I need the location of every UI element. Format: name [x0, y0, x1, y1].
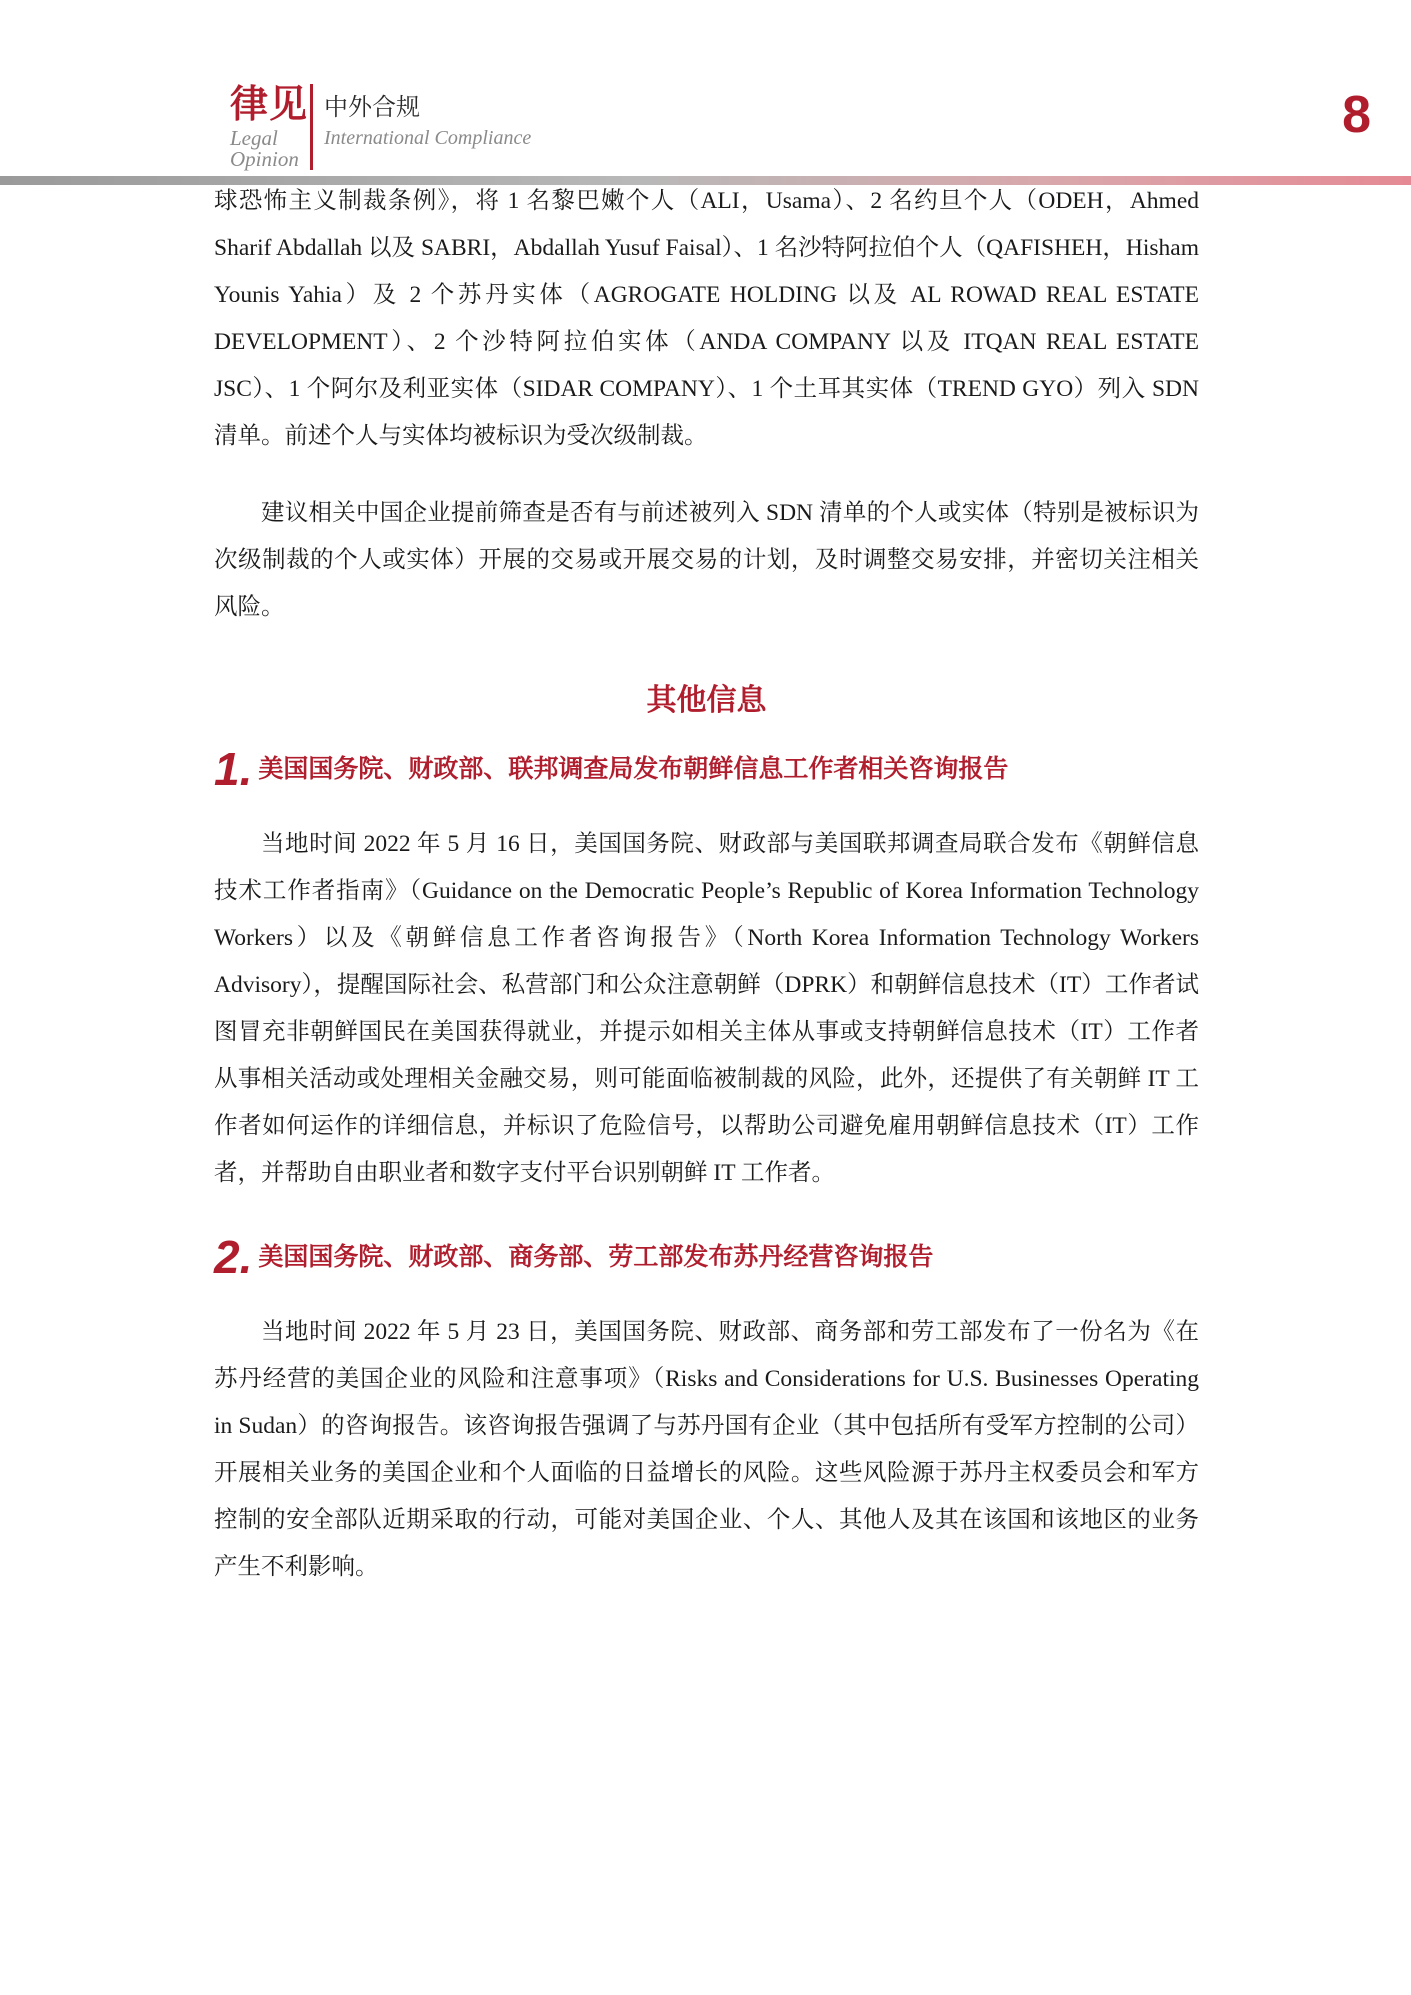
- logo-chinese-subtitle: 中外合规: [324, 93, 420, 121]
- logo-divider: [310, 84, 313, 170]
- logo: [230, 81, 532, 174]
- item-body-1: 当地时间 2022 年 5 月 16 日，美国国务院、财政部与美国联邦调查局联合发布《朝鲜信息技术工作者指南》（Guidance on the Democratic People’s Republic of Korea Information Technology Workers）以及《朝鲜信息工作者咨询报告》（North Korea Information Technology Workers Advisory），提醒国际社会、私营部门和公众注意朝鲜（DPRK）和朝鲜信息技术（IT）工作者试图冒充非朝鲜国民在美国获得就业，并提示如相关主体从事或支持朝鲜信息技术（IT）工作者从事相关活动或处理相关金融交易，则可能面临被制裁的风险，此外，还提供了有关朝鲜 IT 工作者如何运作的详细信息，并标识了危险信号，以帮助公司避免雇用朝鲜信息技术（IT）工作者，并帮助自由职业者和数字支付平台识别朝鲜 IT 工作者。: [214, 831, 1199, 1186]
- logo-english-name: Legal Opinion: [230, 126, 299, 171]
- page-number: 8: [1342, 86, 1371, 144]
- item-number-1: 1.: [214, 743, 253, 795]
- item-heading-1: [214, 739, 1199, 799]
- section-title: 其他信息: [646, 683, 767, 718]
- item-heading-2: [214, 1227, 1199, 1287]
- item-title-1: 美国国务院、财政部、联邦调查局发布朝鲜信息工作者相关咨询报告: [258, 754, 1009, 783]
- intro-paragraph-2: 建议相关中国企业提前筛查是否有与前述被列入 SDN 清单的个人或实体（特别是被标识为次级制裁的个人或实体）开展的交易或开展交易的计划，及时调整交易安排，并密切关注相关风险。: [214, 500, 1199, 620]
- intro-paragraph-1: 球恐怖主义制裁条例》，将 1 名黎巴嫩个人（ALI，Usama）、2 名约旦个人（ODEH，Ahmed Sharif Abdallah 以及 SABRI，Abdallah Yusuf Faisal）、1 名沙特阿拉伯个人（QAFISHEH，Hisham Younis Yahia）及 2 个苏丹实体（AGROGATE HOLDING 以及 AL ROWAD REAL ESTATE DEVELOPMENT）、2 个沙特阿拉伯实体（ANDA COMPANY 以及 ITQAN REAL ESTATE JSC）、1 个阿尔及利亚实体（SIDAR COMPANY）、1 个土耳其实体（TREND GYO）列入 SDN 清单。前述个人与实体均被标识为受次级制裁。: [214, 188, 1199, 449]
- item-body-2: 当地时间 2022 年 5 月 23 日，美国国务院、财政部、商务部和劳工部发布了一份名为《在苏丹经营的美国企业的风险和注意事项》（Risks and Considerations for U.S. Businesses Operating in Sudan）的咨询报告。该咨询报告强调了与苏丹国有企业（其中包括所有受军方控制的公司）开展相关业务的美国企业和个人面临的日益增长的风险。这些风险源于苏丹主权委员会和军方控制的安全部队近期采取的行动，可能对美国企业、个人、其他人及其在该国和该地区的业务产生不利影响。: [214, 1319, 1199, 1580]
- logo-chinese-name: 律见: [230, 81, 309, 126]
- page-header: [0, 0, 1411, 185]
- item-title-2: 美国国务院、财政部、商务部、劳工部发布苏丹经营咨询报告: [258, 1242, 934, 1271]
- logo-english-subtitle: International Compliance: [324, 127, 532, 149]
- item-number-2: 2.: [214, 1231, 253, 1283]
- page-body: [214, 178, 1199, 1591]
